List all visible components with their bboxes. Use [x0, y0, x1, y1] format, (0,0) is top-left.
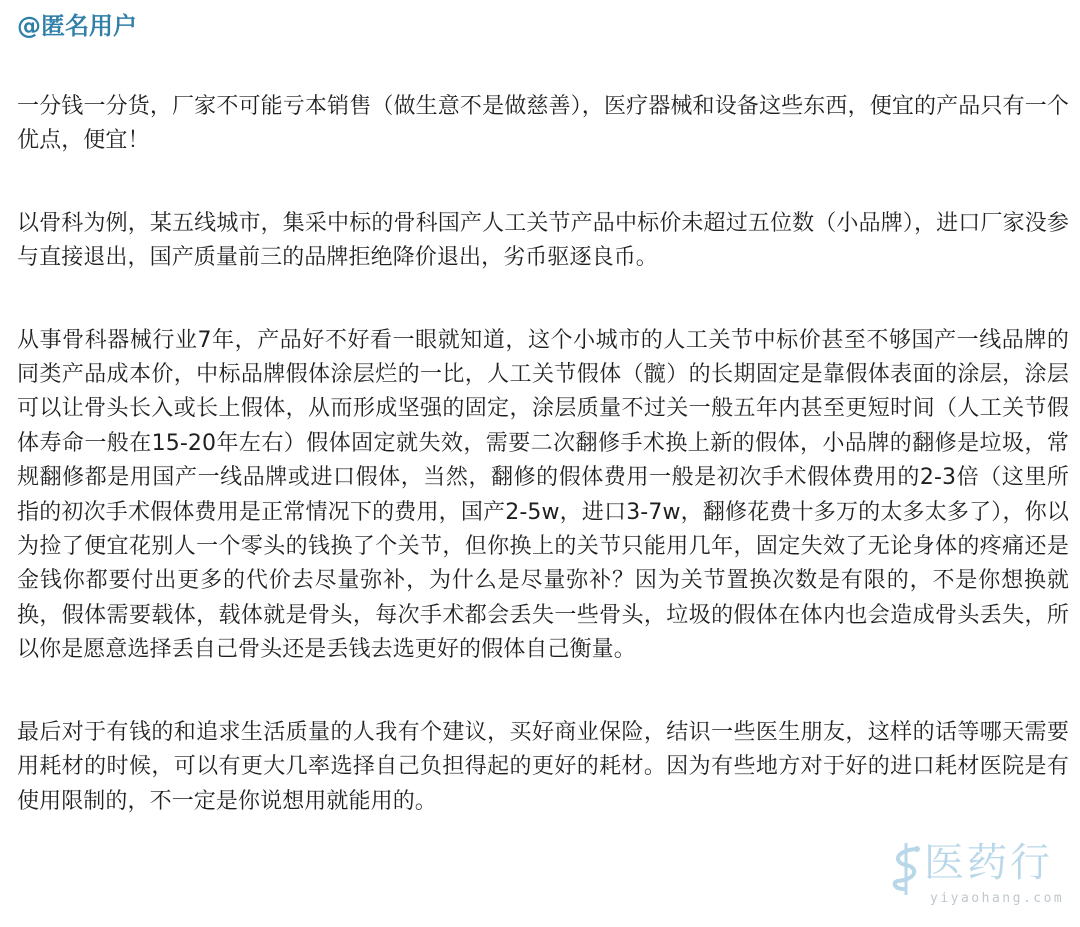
paragraph-1: 一分钱一分货，厂家不可能亏本销售（做生意不是做慈善），医疗器械和设备这些东西，便宜的产品只有一个优点，便宜！ — [17, 94, 1069, 154]
watermark — [886, 835, 1066, 917]
watermark-domain: yiyaohang.com — [930, 891, 1065, 906]
paragraph-4: 最后对于有钱的和追求生活质量的人我有个建议，买好商业保险，结识一些医生朋友，这样的话等哪天需要用耗材的时候，可以有更大几率选择自己负担得起的更好的耗材。因为有些地方对于好的进口耗材医院是有使用限制的，不一定是你说想用就能用的。 — [17, 719, 1069, 814]
watermark-brand: 医药行 — [924, 840, 1053, 886]
paragraph-3: 从事骨科器械行业7年，产品好不好看一眼就知道，这个小城市的人工关节中标价甚至不够国产一线品牌的同类产品成本价，中标品牌假体涂层烂的一比，人工关节假体（髋）的长期固定是靠假体表面的涂层，涂层可以让骨头长入或长上假体，从而形成坚强的固定，涂层质量不过关一般五年内甚至更短时间（人工关节假体寿命一般在15-20年左右）假体固定就失效，需要二次翻修手术换上新的假体，小品牌的翻修是垃圾，常规翻修都是用国产一线品牌或进口假体，当然，翻修的假体费用一般是初次手术假体费用的2-3倍（这里所指的初次手术假体费用是正常情况下的费用，国产2-5w，进口3-7w，翻修花费十多万的太多太多了），你以为捡了便宜花别人一个零头的钱换了个关节，但你换上的关节只能用几年，固定失效了无论身体的疼痛还是金钱你都要付出更多的代价去尽量弥补，为什么是尽量弥补？因为关节置换次数是有限的，不是你想换就换，假体需要载体，载体就是骨头，每次手术都会丢失一些骨头，垃圾的假体在体内也会造成骨头丢失，所以你是愿意选择丢自己骨头还是丢钱去选更好的假体自己衡量。 — [17, 327, 1069, 663]
author-name[interactable]: @匿名用户 — [17, 12, 137, 40]
answer-post — [17, 6, 1069, 819]
medical-snake-logo-icon — [886, 839, 926, 899]
paragraph-2: 以骨科为例，某五线城市，集采中标的骨科国产人工关节产品中标价未超过五位数（小品牌），进口厂家没参与直接退出，国产质量前三的品牌拒绝降价退出，劣币驱逐良币。 — [17, 210, 1069, 271]
